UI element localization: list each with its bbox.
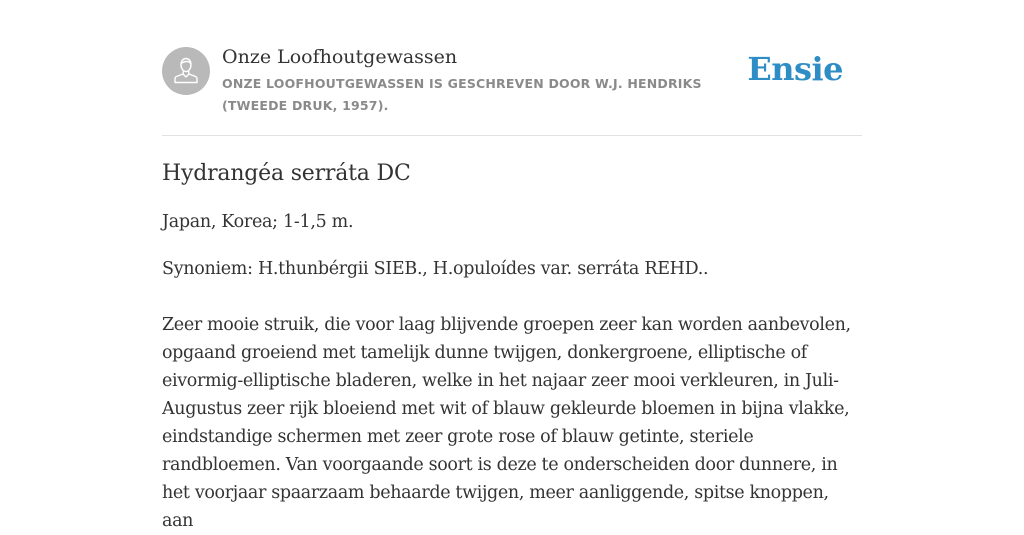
entry-title: Hydrangéa serráta DC <box>162 161 411 186</box>
article <box>162 158 862 535</box>
ensie-logo[interactable]: Ensie <box>747 50 843 88</box>
entry-synonyms: Synoniem: H.thunbérgii SIEB., H.opuloídes var. serráta REHD.. <box>162 259 709 279</box>
entry-origin: Japan, Korea; 1-1,5 m. <box>162 212 354 232</box>
avatar[interactable] <box>162 47 210 95</box>
source-description: ONZE LOOFHOUTGEWASSEN IS GESCHREVEN DOOR W.J. HENDRIKS (TWEEDE DRUK, 1957). <box>222 76 702 113</box>
header-divider <box>162 135 862 136</box>
entry-body: Zeer mooie struik, die voor laag blijvende groepen zeer kan worden aanbevolen, opgaand groeiend met tamelijk dunne twijgen, donkergroene, elliptische of eivormig-elliptische bladeren, welke in het najaar zeer mooi verkleuren, in Juli-Augustus zeer rijk bloeiend met wit of blauw gekleurde bloemen in bijna vlakke, eindstandige schermen met zeer grote rose of blauw getinte, steriele randbloemen. Van voorgaande soort is deze te onderscheiden door dunnere, in het voorjaar spaarzaam behaarde twijgen, meer aanliggende, spitse knoppen, aan <box>162 315 851 531</box>
source-title[interactable]: Onze Loofhoutgewassen <box>222 46 458 68</box>
source-header <box>162 46 862 136</box>
user-silhouette-icon <box>162 47 210 95</box>
